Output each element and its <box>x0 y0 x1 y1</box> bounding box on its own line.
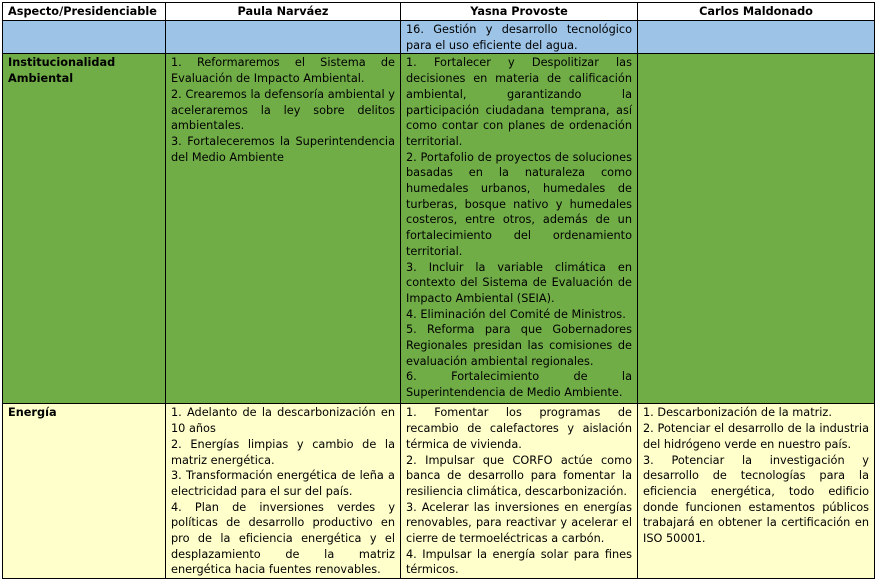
list-item: 1. Descarbonización de la matriz. <box>643 406 832 420</box>
list-item: 3. Acelerar las inversiones en energías renovables, para reactivar y acelerar el cierre de termoeléctricas a carbón. <box>406 500 632 546</box>
list-item: 2. Portafolio de proyectos de soluciones basadas en la naturaleza como humedales urbanos, humedales de turberas, bosque nativo y humedales costeros, entre otros, además de un fortalecimiento del ordenamiento territorial. <box>406 150 632 258</box>
aspect-cell <box>3 21 166 54</box>
paula-cell <box>166 404 401 579</box>
table-row <box>3 404 875 579</box>
list-item: 2. Energías limpias y cambio de la matriz energética. <box>171 437 395 467</box>
aspect-cell: Institucionalidad Ambiental <box>3 54 166 404</box>
list-item: 3. Incluir la variable climática en contexto del Sistema de Evaluación de Impacto Ambiental (SEIA). <box>406 260 632 305</box>
list-item: 4. Impulsar la energía solar para fines térmicos. <box>406 547 632 577</box>
list-item: 1. Reformaremos el Sistema de Evaluación de Impacto Ambiental. <box>171 56 395 86</box>
yasna-cell <box>401 404 638 579</box>
header-row <box>3 3 875 21</box>
list-item: 5. Reforma para que Gobernadores Regionales presidan las comisiones de evaluación ambiental regionales. <box>406 323 632 368</box>
list-item: 2. Potenciar el desarrollo de la industria del hidrógeno verde en nuestro país. <box>643 422 869 451</box>
header-carlos: Carlos Maldonado <box>638 3 875 21</box>
list-item: 4. Eliminación del Comité de Ministros. <box>406 307 626 321</box>
list-item: 1. Fortalecer y Despolitizar las decisiones en materia de calificación ambiental, garantizando la participación ciudadana temprana, así como contar con planes de ordenación territorial. <box>406 56 632 148</box>
aspect-cell: Energía <box>3 404 166 579</box>
list-item: 16. Gestión y desarrollo tecnológico para el uso eficiente del agua. <box>406 23 632 52</box>
list-item: 2. Impulsar que CORFO actúe como banca de desarrollo para fomentar la resiliencia climática, descarbonización. <box>406 453 632 498</box>
carlos-cell <box>638 54 875 404</box>
list-item: 3. Potenciar la investigación y desarrollo de tecnologías para la eficiencia energética, todo edificio donde funcionen estamentos públicos trabajará en obtener la certificación en ISO 50001. <box>643 453 869 546</box>
header-paula: Paula Narváez <box>166 3 401 21</box>
comparison-table <box>2 2 875 579</box>
carlos-cell <box>638 21 875 54</box>
list-item: 1. Adelanto de la descarbonización en 10 años <box>171 406 395 436</box>
list-item: 3. Transformación energética de leña a electricidad para el sur del país. <box>171 469 395 498</box>
paula-cell <box>166 21 401 54</box>
list-item: 2. Crearemos la defensoría ambiental y aceleraremos la ley sobre delitos ambientales. <box>171 87 395 133</box>
table-row <box>3 54 875 404</box>
list-item: 3. Fortaleceremos la Superintendencia del Medio Ambiente <box>171 134 395 164</box>
yasna-cell <box>401 21 638 54</box>
carlos-cell <box>638 404 875 579</box>
header-yasna: Yasna Provoste <box>401 3 638 21</box>
list-item: 1. Fomentar los programas de recambio de calefactores y aislación térmica de vivienda. <box>406 406 632 451</box>
paula-cell <box>166 54 401 404</box>
list-item: 6. Fortalecimiento de la Superintendencia de Medio Ambiente. <box>406 370 632 400</box>
header-aspect: Aspecto/Presidenciable <box>3 3 166 21</box>
table-row <box>3 21 875 54</box>
list-item: 4. Plan de inversiones verdes y políticas de desarrollo productivo en pro de la eficiencia energética y el desplazamiento de la matriz energética hacia fuentes renovables. <box>171 500 395 577</box>
yasna-cell <box>401 54 638 404</box>
